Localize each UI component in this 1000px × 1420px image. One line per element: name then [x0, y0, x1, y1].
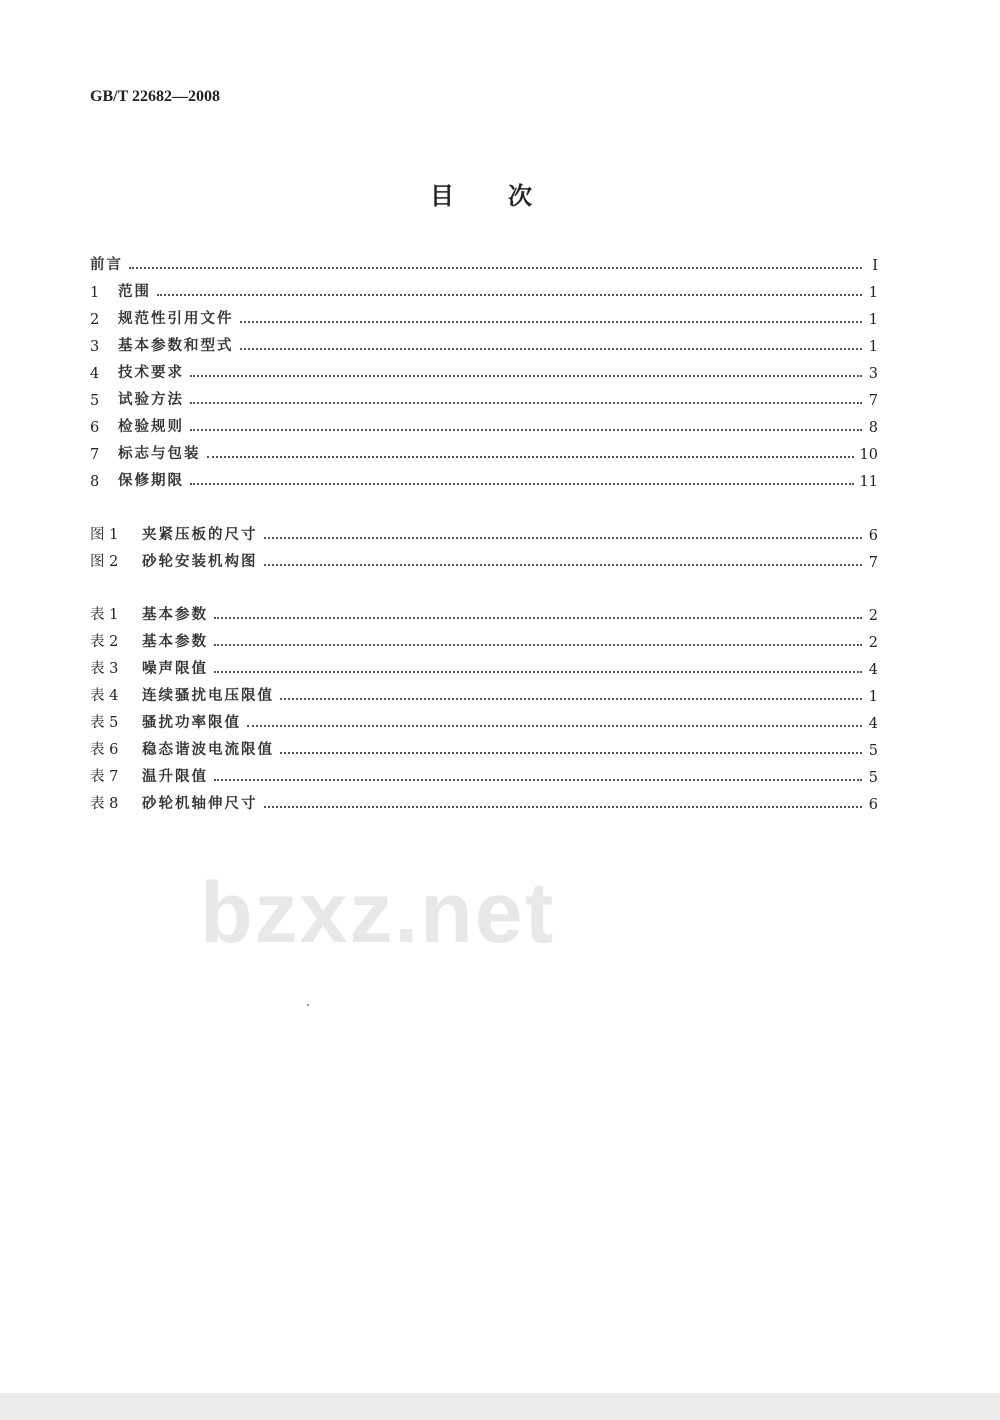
- page-title-char-1: 目: [430, 182, 454, 210]
- toc-entry[interactable]: [90, 387, 878, 409]
- toc-entry-page: 1: [868, 689, 878, 705]
- page-title-char-2: 次: [508, 182, 532, 210]
- watermark: bzxz.net: [200, 865, 556, 961]
- toc-entry-number: 表 3: [90, 661, 119, 677]
- dot-leader: [240, 348, 863, 350]
- toc-entry-number: 3: [90, 339, 100, 355]
- toc-entry-number: 4: [90, 366, 100, 382]
- toc-entry-page: 6: [868, 797, 878, 813]
- toc-entry[interactable]: [90, 360, 878, 382]
- toc-entry[interactable]: [90, 414, 878, 436]
- toc-entry-page: 1: [868, 339, 878, 355]
- dot-leader: [207, 456, 854, 458]
- dot-leader: [240, 321, 863, 323]
- toc-entry-page: 3: [868, 366, 878, 382]
- toc-entry-number: 表 4: [90, 688, 119, 704]
- toc-entry-page: 11: [859, 474, 878, 490]
- dot-leader: [264, 537, 863, 539]
- toc-entry-title[interactable]: 规范性引用文件: [118, 311, 234, 327]
- toc-entry-number: 表 1: [90, 607, 119, 623]
- toc-entry-number: 表 7: [90, 769, 119, 785]
- toc-entry-page: 7: [868, 393, 878, 409]
- toc-entry[interactable]: [90, 522, 878, 544]
- toc-entry[interactable]: [90, 468, 878, 490]
- toc-entry[interactable]: [90, 333, 878, 355]
- toc-entry-title[interactable]: 温升限值: [142, 769, 208, 785]
- toc-entry-number: 表 8: [90, 796, 119, 812]
- dot-leader: [129, 267, 862, 269]
- toc-entry-title[interactable]: 基本参数和型式: [118, 338, 234, 354]
- toc-entry-page: I: [872, 258, 878, 274]
- toc-entry-title[interactable]: 基本参数: [142, 607, 208, 623]
- toc-entry-title[interactable]: 夹紧压板的尺寸: [142, 527, 258, 543]
- toc-entry[interactable]: [90, 441, 878, 463]
- toc-entry-title[interactable]: 基本参数: [142, 634, 208, 650]
- dot-leader: [190, 429, 862, 431]
- dot-leader: [190, 375, 862, 377]
- dot-leader: [214, 671, 862, 673]
- toc-entry-page: 4: [868, 716, 878, 732]
- toc-entry-title[interactable]: 前言: [90, 257, 123, 273]
- toc-entry-number: 6: [90, 420, 100, 436]
- toc-entry-title[interactable]: 检验规则: [118, 419, 184, 435]
- toc-entry-title[interactable]: 连续骚扰电压限值: [142, 688, 274, 704]
- dot-leader: [157, 294, 862, 296]
- toc-entry-title[interactable]: 砂轮机轴伸尺寸: [142, 796, 258, 812]
- toc-entry-title[interactable]: 标志与包装: [118, 446, 201, 462]
- toc-entry-title[interactable]: 保修期限: [118, 473, 184, 489]
- toc-entry[interactable]: [90, 602, 878, 624]
- toc-entry-number: 2: [90, 312, 100, 328]
- toc-entry[interactable]: [90, 710, 878, 732]
- toc-entry-number: 表 2: [90, 634, 119, 650]
- toc-entry-title[interactable]: 砂轮安装机构图: [142, 554, 258, 570]
- toc-entry[interactable]: [90, 683, 878, 705]
- toc-entry-title[interactable]: 试验方法: [118, 392, 184, 408]
- scan-speck: [307, 1004, 309, 1006]
- toc-entry-page: 1: [868, 312, 878, 328]
- toc-entry-number: 表 6: [90, 742, 119, 758]
- dot-leader: [280, 698, 862, 700]
- dot-leader: [190, 483, 854, 485]
- toc-entry[interactable]: [90, 791, 878, 813]
- toc-entry-number: 表 5: [90, 715, 119, 731]
- dot-leader: [214, 617, 862, 619]
- standard-number: GB/T 22682—2008: [90, 88, 220, 105]
- toc-entry-page: 7: [868, 555, 878, 571]
- toc-entry-page: 6: [868, 528, 878, 544]
- toc-entry[interactable]: [90, 737, 878, 759]
- toc-entry-page: 2: [868, 635, 878, 651]
- toc-entry-title[interactable]: 技术要求: [118, 365, 184, 381]
- toc-entry[interactable]: [90, 549, 878, 571]
- toc-entry-title[interactable]: 稳态谐波电流限值: [142, 742, 274, 758]
- toc-entry-number: 8: [90, 474, 100, 490]
- toc-entry-title[interactable]: 噪声限值: [142, 661, 208, 677]
- toc-entry-title[interactable]: 范围: [118, 284, 151, 300]
- toc-entry-number: 图 2: [90, 554, 119, 570]
- toc-entry-number: 7: [90, 447, 100, 463]
- dot-leader: [190, 402, 862, 404]
- dot-leader: [280, 752, 862, 754]
- toc-entry-page: 10: [859, 447, 878, 463]
- dot-leader: [264, 564, 863, 566]
- dot-leader: [214, 644, 862, 646]
- toc-entry-page: 4: [868, 662, 878, 678]
- toc-entry-title[interactable]: 骚扰功率限值: [142, 715, 241, 731]
- toc-entry[interactable]: [90, 764, 878, 786]
- toc-entry-number: 5: [90, 393, 100, 409]
- dot-leader: [264, 806, 863, 808]
- toc-entry-page: 5: [868, 743, 878, 759]
- toc-entry[interactable]: [90, 629, 878, 651]
- toc-entry[interactable]: [90, 306, 878, 328]
- toc-entry-page: 2: [868, 608, 878, 624]
- toc-entry-number: 图 1: [90, 527, 119, 543]
- dot-leader: [214, 779, 862, 781]
- toc-entry-number: 1: [90, 285, 100, 301]
- toc-entry[interactable]: [90, 279, 878, 301]
- toc-entry[interactable]: [90, 656, 878, 678]
- toc-entry-page: 1: [868, 285, 878, 301]
- dot-leader: [247, 725, 862, 727]
- toc-entry[interactable]: [90, 252, 878, 274]
- toc-entry-page: 8: [868, 420, 878, 436]
- page-bottom-strip: [0, 1393, 1000, 1420]
- toc-entry-page: 5: [868, 770, 878, 786]
